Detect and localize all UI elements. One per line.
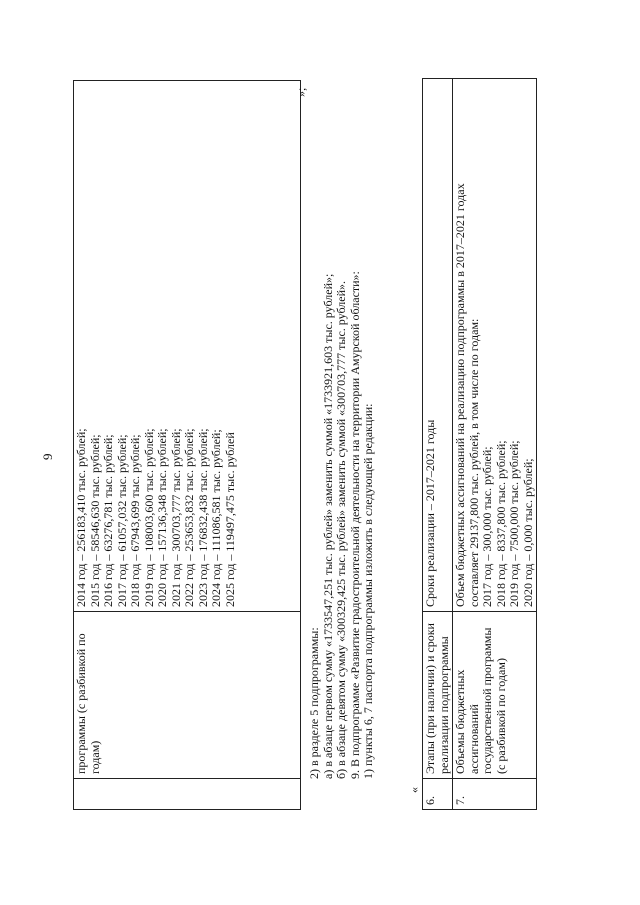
year-value-line: 2022 год – 253653,832 тыс. рублей;	[182, 428, 196, 607]
row-name: Объемы бюджетных ассигнований государственной программы (с разбивкой по годам)	[453, 612, 537, 779]
body-line: 9. В подпрограмме «Развитие градостроительной деятельности на территории Амурской области»:	[347, 271, 362, 779]
year-value-line: 2017 год – 61057,032 тыс. рублей;	[114, 434, 129, 607]
table-row	[453, 79, 537, 810]
content-line: 2020 год – 0,000 тыс. рублей;	[520, 458, 535, 607]
year-value-line: 2025 год – 119497,475 тыс. рублей	[222, 432, 237, 607]
table-cell-empty	[74, 779, 301, 810]
row-content	[423, 79, 453, 612]
year-value-line: 2020 год – 157136,348 тыс. рублей;	[155, 428, 169, 607]
year-value-line: 2018 год – 67943,699 тыс. рублей;	[128, 434, 142, 607]
table-cell-label: программы (с разбивкой по годам)	[74, 612, 301, 779]
budget-by-year-table	[73, 80, 301, 810]
year-value-line: 2015 год – 58546,630 тыс. рублей;	[87, 434, 102, 607]
year-value-line: 2021 год – 300703,777 тыс. рублей;	[168, 428, 183, 607]
content-line: Объем бюджетных ассигнований на реализацию подпрограммы в 2017–2021 годах	[453, 183, 467, 607]
body-line: 2) в разделе 5 подпрограммы:	[307, 627, 321, 779]
table-row	[423, 79, 453, 810]
year-value-line: 2023 год – 176832,438 тыс. рублей;	[195, 428, 210, 607]
content-line: 2019 год – 7500,000 тыс. рублей;	[507, 440, 521, 607]
content-line: составляет 29137,800 тыс. рублей, в том числе по годам:	[466, 318, 481, 607]
year-value-line: 2016 год – 63276,781 тыс. рублей;	[101, 434, 115, 607]
row-content	[453, 79, 537, 612]
body-line: 1) пункты 6, 7 паспорта подпрограммы изложить в следующей редакции:	[361, 403, 375, 779]
table-cell-values	[74, 81, 301, 612]
row-number: 6.	[423, 779, 453, 810]
body-line: а) в абзаце первом сумму «1733547,251 тыс. рублей» заменить суммой «1733921,603 тыс. рублей»;	[320, 273, 335, 779]
content-line: Сроки реализации – 2017–2021 годы	[423, 419, 437, 607]
content-line: 2018 год – 8337,800 тыс. рублей;	[493, 440, 508, 607]
table-row	[74, 81, 301, 810]
amendment-text	[308, 271, 376, 779]
passport-table	[422, 78, 537, 810]
closing-quote: »;	[294, 87, 308, 97]
year-value-line: 2019 год – 108003,600 тыс. рублей;	[141, 428, 156, 607]
page-number: 9	[40, 453, 55, 460]
year-value-line: 2024 год – 111086,581 тыс. рублей;	[209, 429, 223, 607]
row-number: 7.	[453, 779, 537, 810]
opening-quote: «	[407, 787, 421, 793]
row-name: Этапы (при наличии) и сроки реализации подпрограммы	[423, 612, 453, 779]
body-line: б) в абзаце девятом сумму «300329,425 тыс. рублей» заменить суммой «300703,777 тыс. рублей».	[334, 280, 348, 779]
content-line: 2017 год – 300,000 тыс. рублей;	[480, 446, 494, 607]
year-value-line: 2014 год – 256183,410 тыс. рублей;	[74, 428, 88, 607]
